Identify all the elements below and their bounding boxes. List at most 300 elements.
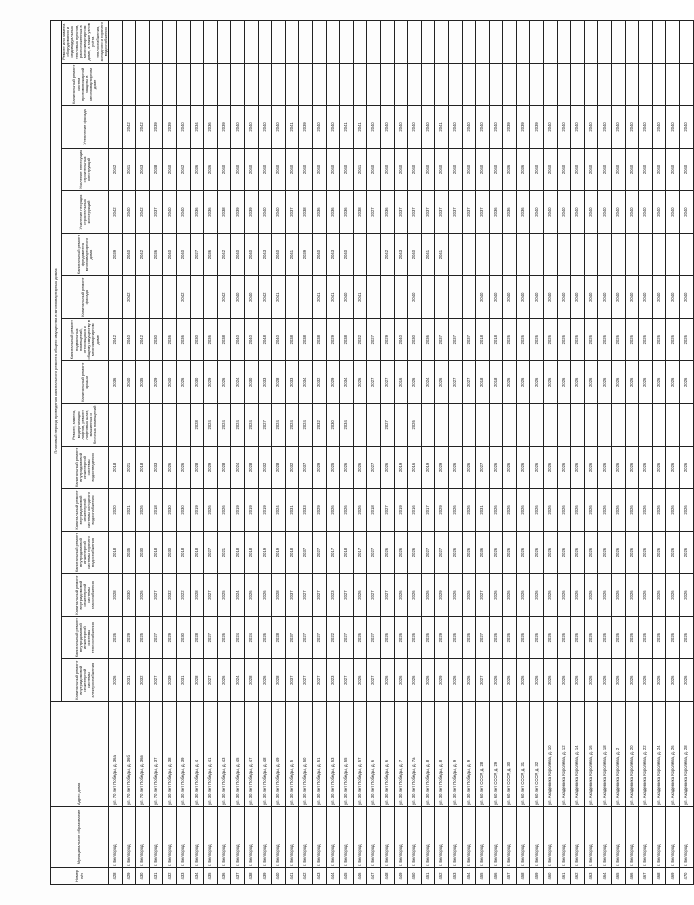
- cell-year: 2018: [136, 446, 150, 489]
- cell-year: [367, 21, 381, 64]
- cell-year: 2040: [380, 148, 394, 191]
- cell-year: 2028: [245, 659, 259, 702]
- table-row: [190, 21, 204, 885]
- cell-year: 2027: [380, 489, 394, 532]
- cell-year: 2019: [231, 489, 245, 532]
- cell-year: 2040: [571, 276, 585, 319]
- cell-year: 2040: [177, 233, 191, 276]
- cell-year: [299, 63, 313, 106]
- cell-year: [109, 404, 123, 447]
- cell-year: [652, 233, 666, 276]
- cell-year: 2026: [503, 574, 517, 617]
- cell-year: 2040: [666, 191, 680, 234]
- cell-address: ул. 60 лет СССР, д. 31: [516, 702, 530, 807]
- cell-year: 2036: [340, 191, 354, 234]
- table-row: [584, 21, 598, 885]
- cell-year: 2026: [639, 659, 653, 702]
- cell-year: 2024: [272, 489, 286, 532]
- cell-year: [394, 63, 408, 106]
- cell-year: 2026: [530, 489, 544, 532]
- cell-year: 2026: [530, 531, 544, 574]
- table-row: [571, 21, 585, 885]
- cell-year: 2040: [258, 191, 272, 234]
- cell-year: 2026: [258, 616, 272, 659]
- table-row: [299, 21, 313, 885]
- cell-year: [652, 404, 666, 447]
- cell-year: 2040: [231, 233, 245, 276]
- cell-year: [421, 21, 435, 64]
- cell-year: 2018: [245, 531, 259, 574]
- cell-number: 429: [122, 868, 136, 885]
- cell-number: 441: [285, 868, 299, 885]
- cell-address: ул. 30 лет Победы, д. 38: [163, 702, 177, 807]
- cell-number: 439: [258, 868, 272, 885]
- cell-year: 2040: [557, 106, 571, 149]
- cell-year: [680, 404, 694, 447]
- cell-year: [136, 63, 150, 106]
- cell-year: 2040: [571, 148, 585, 191]
- cell-number: 443: [312, 868, 326, 885]
- cell-year: 2034: [190, 106, 204, 149]
- cell-year: 2026: [625, 616, 639, 659]
- cell-number: 445: [340, 868, 354, 885]
- cell-year: 2026: [639, 446, 653, 489]
- cell-year: [625, 63, 639, 106]
- cell-year: 2026: [448, 531, 462, 574]
- cell-year: [557, 233, 571, 276]
- cell-year: 2040: [571, 106, 585, 149]
- cell-year: 2037: [462, 318, 476, 361]
- cell-year: 2040: [245, 148, 259, 191]
- cell-address: ул. 30 лет Победы, д. 5: [285, 702, 299, 807]
- cell-year: 2026: [204, 489, 218, 532]
- cell-year: [149, 276, 163, 319]
- cell-year: 2026: [598, 489, 612, 532]
- header-work-type: Капитальный ремонт внутридомовой инженерной системы водоотведения: [62, 446, 109, 489]
- cell-year: 2033: [285, 361, 299, 404]
- cell-year: 2029: [435, 574, 449, 617]
- cell-year: [299, 21, 313, 64]
- table-row: [245, 21, 259, 885]
- cell-municipality: г. Белгород: [639, 807, 653, 868]
- cell-year: [516, 233, 530, 276]
- cell-address: ул. Академика Королёва, д. 26: [666, 702, 680, 807]
- cell-year: 2040: [666, 148, 680, 191]
- cell-number: 465: [612, 868, 626, 885]
- header-work-type: Ремонт или замена оборудования и индивидуальных тепловых пунктов, расположенных в многоквартирном доме, а также узлов учёта теплоснабжения, холодного и горячего водоснабжения: [61, 22, 108, 62]
- cell-year: [204, 63, 218, 106]
- cell-year: 2031: [177, 659, 191, 702]
- table-row: [408, 21, 422, 885]
- table-row: [652, 21, 666, 885]
- cell-year: 2040: [557, 191, 571, 234]
- cell-municipality: г. Белгород: [231, 807, 245, 868]
- cell-number: 440: [272, 868, 286, 885]
- capital-repair-plan-table: [50, 20, 694, 885]
- cell-year: 2036: [204, 233, 218, 276]
- cell-year: [258, 21, 272, 64]
- cell-year: 2027: [380, 361, 394, 404]
- cell-year: 2026: [353, 616, 367, 659]
- cell-year: 2043: [136, 148, 150, 191]
- cell-year: [544, 63, 558, 106]
- cell-year: [285, 63, 299, 106]
- cell-year: 2027: [367, 191, 381, 234]
- cell-year: 2026: [571, 318, 585, 361]
- cell-year: 2027: [380, 574, 394, 617]
- cell-year: 2029: [435, 659, 449, 702]
- cell-year: 2040: [612, 191, 626, 234]
- cell-year: 2026: [462, 489, 476, 532]
- cell-municipality: г. Белгород: [245, 807, 259, 868]
- cell-year: [163, 21, 177, 64]
- cell-year: 2026: [516, 318, 530, 361]
- cell-year: [245, 21, 259, 64]
- cell-municipality: г. Белгород: [557, 807, 571, 868]
- cell-year: 2036: [204, 318, 218, 361]
- cell-year: 2040: [448, 106, 462, 149]
- cell-year: 2039: [163, 659, 177, 702]
- cell-year: 2036: [190, 148, 204, 191]
- cell-year: 2036: [204, 106, 218, 149]
- cell-year: 2026: [680, 659, 694, 702]
- cell-year: 2041: [353, 276, 367, 319]
- cell-year: 2040: [312, 148, 326, 191]
- cell-year: 2041: [122, 148, 136, 191]
- cell-year: 2029: [435, 446, 449, 489]
- cell-year: 2029: [435, 616, 449, 659]
- cell-year: 2040: [217, 148, 231, 191]
- cell-year: [639, 63, 653, 106]
- cell-year: 2024: [231, 361, 245, 404]
- cell-year: 2026: [612, 616, 626, 659]
- cell-number: 449: [394, 868, 408, 885]
- cell-year: 2040: [421, 148, 435, 191]
- cell-year: 2026: [612, 361, 626, 404]
- header-work-type: Усиление несущих строительных конструкций: [62, 191, 109, 234]
- cell-year: 2026: [394, 616, 408, 659]
- cell-year: 2042: [258, 276, 272, 319]
- cell-year: [448, 276, 462, 319]
- cell-year: [204, 21, 218, 64]
- cell-year: 2026: [557, 489, 571, 532]
- cell-year: 2026: [625, 659, 639, 702]
- cell-year: 2040: [394, 318, 408, 361]
- table-row: [476, 21, 490, 885]
- cell-year: 2040: [530, 276, 544, 319]
- cell-year: 2026: [408, 574, 422, 617]
- cell-year: 2027: [367, 446, 381, 489]
- cell-year: [557, 404, 571, 447]
- cell-year: 2026: [109, 616, 123, 659]
- cell-year: [462, 233, 476, 276]
- cell-year: 2036: [109, 361, 123, 404]
- cell-address: ул. 30 лет Победы, д. 7а: [408, 702, 422, 807]
- cell-year: [136, 21, 150, 64]
- cell-municipality: г. Белгород: [516, 807, 530, 868]
- cell-year: 2040: [462, 106, 476, 149]
- cell-year: 2026: [530, 574, 544, 617]
- cell-year: 2018: [149, 531, 163, 574]
- cell-number: 444: [326, 868, 340, 885]
- cell-year: 2030: [326, 404, 340, 447]
- cell-year: 2040: [122, 318, 136, 361]
- cell-address: ул. Академика Королёва, д. 16: [584, 702, 598, 807]
- cell-year: 2042: [136, 191, 150, 234]
- cell-year: [394, 21, 408, 64]
- table-row: [380, 21, 394, 885]
- cell-year: 2026: [652, 361, 666, 404]
- cell-year: 2036: [380, 191, 394, 234]
- cell-year: 2036: [149, 233, 163, 276]
- table-row: [680, 21, 694, 885]
- cell-year: 2024: [231, 574, 245, 617]
- cell-number: 437: [231, 868, 245, 885]
- cell-year: 2019: [258, 489, 272, 532]
- cell-year: 2043: [258, 233, 272, 276]
- cell-year: 2022: [177, 574, 191, 617]
- cell-year: 2040: [245, 233, 259, 276]
- cell-address: ул. 30 лет Победы, д. 45: [231, 702, 245, 807]
- table-row: [204, 21, 218, 885]
- header-number: Номер п/п: [51, 868, 109, 885]
- cell-year: 2041: [421, 233, 435, 276]
- cell-year: 2026: [680, 446, 694, 489]
- cell-year: [612, 233, 626, 276]
- cell-year: 2040: [489, 276, 503, 319]
- cell-year: 2026: [544, 361, 558, 404]
- cell-year: 2027: [448, 361, 462, 404]
- cell-year: 2040: [680, 106, 694, 149]
- cell-year: [231, 63, 245, 106]
- cell-year: 2026: [666, 574, 680, 617]
- cell-year: 2026: [503, 446, 517, 489]
- table-header: [51, 21, 109, 885]
- cell-year: [612, 404, 626, 447]
- cell-year: 2026: [353, 574, 367, 617]
- cell-year: 2026: [516, 489, 530, 532]
- cell-year: [204, 276, 218, 319]
- cell-number: 442: [299, 868, 313, 885]
- cell-year: 2026: [516, 574, 530, 617]
- table-row: [217, 21, 231, 885]
- cell-number: 450: [408, 868, 422, 885]
- cell-year: 2040: [666, 276, 680, 319]
- cell-year: 2021: [122, 489, 136, 532]
- cell-year: 2026: [584, 531, 598, 574]
- cell-year: [530, 404, 544, 447]
- cell-year: [652, 63, 666, 106]
- cell-year: [571, 63, 585, 106]
- cell-year: 2019: [245, 489, 259, 532]
- cell-year: [612, 63, 626, 106]
- cell-year: 2040: [340, 276, 354, 319]
- cell-year: [109, 63, 123, 106]
- cell-address: ул. Академика Королёва, д. 12: [557, 702, 571, 807]
- cell-year: [571, 404, 585, 447]
- cell-year: 2027: [312, 659, 326, 702]
- cell-year: 2026: [557, 361, 571, 404]
- cell-year: [544, 233, 558, 276]
- cell-year: 2026: [462, 659, 476, 702]
- cell-year: 2040: [652, 148, 666, 191]
- cell-year: [598, 233, 612, 276]
- cell-municipality: г. Белгород: [394, 807, 408, 868]
- cell-year: 2026: [394, 659, 408, 702]
- cell-year: [340, 63, 354, 106]
- cell-year: 2030: [190, 361, 204, 404]
- cell-year: 2026: [625, 531, 639, 574]
- cell-year: 2041: [285, 233, 299, 276]
- cell-year: [163, 63, 177, 106]
- cell-year: [109, 106, 123, 149]
- cell-year: 2018: [367, 489, 381, 532]
- table-body: [109, 21, 694, 885]
- cell-year: 2036: [312, 191, 326, 234]
- cell-address: ул. 70 лет Победы, д. 36б: [122, 702, 136, 807]
- cell-year: 2037: [476, 191, 490, 234]
- cell-year: [666, 404, 680, 447]
- cell-year: 2037: [435, 191, 449, 234]
- cell-address: ул. 70 лет Победы, д. 37: [149, 702, 163, 807]
- cell-year: 2025: [136, 616, 150, 659]
- cell-year: 2042: [136, 233, 150, 276]
- cell-year: 2036: [516, 191, 530, 234]
- cell-year: 2037: [299, 531, 313, 574]
- cell-year: 2027: [367, 616, 381, 659]
- cell-year: [367, 63, 381, 106]
- header-municipality: Муниципальное образование: [51, 807, 109, 868]
- cell-year: 2018: [340, 531, 354, 574]
- cell-municipality: г. Белгород: [598, 807, 612, 868]
- cell-year: 2026: [177, 446, 191, 489]
- cell-address: ул. 30 лет Победы, д. 43: [217, 702, 231, 807]
- cell-year: [245, 63, 259, 106]
- cell-year: 2033: [258, 361, 272, 404]
- header-address: Адрес дома: [51, 702, 109, 807]
- cell-year: 2030: [177, 489, 191, 532]
- cell-year: 2035: [136, 361, 150, 404]
- cell-year: 2039: [530, 106, 544, 149]
- cell-year: 2026: [435, 361, 449, 404]
- cell-year: 2026: [516, 616, 530, 659]
- table-row: [109, 21, 123, 885]
- cell-year: 2041: [312, 276, 326, 319]
- cell-year: 2027: [299, 574, 313, 617]
- cell-year: 2040: [598, 191, 612, 234]
- cell-year: 2026: [448, 446, 462, 489]
- cell-year: 2028: [245, 446, 259, 489]
- cell-year: 2024: [421, 361, 435, 404]
- cell-year: 2040: [571, 191, 585, 234]
- cell-year: 2029: [204, 361, 218, 404]
- cell-year: 2026: [557, 574, 571, 617]
- cell-year: 2029: [312, 489, 326, 532]
- cell-year: [421, 404, 435, 447]
- cell-year: 2026: [544, 616, 558, 659]
- table-row: [272, 21, 286, 885]
- cell-year: 2036: [177, 318, 191, 361]
- cell-year: 2037: [299, 446, 313, 489]
- cell-year: 2042: [177, 276, 191, 319]
- cell-year: [489, 21, 503, 64]
- cell-year: 2026: [448, 616, 462, 659]
- cell-number: 438: [245, 868, 259, 885]
- cell-year: 2027: [340, 616, 354, 659]
- cell-year: [680, 63, 694, 106]
- cell-year: 2026: [639, 318, 653, 361]
- cell-year: 2026: [612, 659, 626, 702]
- cell-year: 2026: [530, 616, 544, 659]
- cell-year: 2028: [190, 616, 204, 659]
- cell-number: 430: [136, 868, 150, 885]
- cell-year: 2016: [408, 489, 422, 532]
- cell-number: 463: [584, 868, 598, 885]
- cell-year: 2019: [421, 446, 435, 489]
- cell-year: [666, 21, 680, 64]
- cell-year: 2038: [340, 318, 354, 361]
- cell-year: 2023: [326, 659, 340, 702]
- cell-address: ул. 30 лет Победы, д. 47: [245, 702, 259, 807]
- cell-year: [326, 21, 340, 64]
- cell-year: 2036: [503, 148, 517, 191]
- cell-year: 2029: [380, 318, 394, 361]
- cell-year: 2026: [503, 531, 517, 574]
- cell-year: 2026: [544, 446, 558, 489]
- table-row: [557, 21, 571, 885]
- cell-year: 2018: [476, 361, 490, 404]
- cell-municipality: г. Белгород: [163, 807, 177, 868]
- cell-year: 2040: [177, 191, 191, 234]
- cell-year: [353, 404, 367, 447]
- cell-year: 2040: [340, 233, 354, 276]
- cell-year: 2036: [503, 191, 517, 234]
- cell-year: 2027: [380, 404, 394, 447]
- cell-year: 2026: [557, 446, 571, 489]
- cell-year: [326, 63, 340, 106]
- cell-year: [177, 63, 191, 106]
- cell-year: [340, 21, 354, 64]
- cell-year: 2026: [680, 361, 694, 404]
- cell-year: 2040: [122, 361, 136, 404]
- cell-year: [462, 63, 476, 106]
- cell-year: 2026: [652, 574, 666, 617]
- cell-year: 2026: [584, 446, 598, 489]
- cell-year: 2026: [421, 659, 435, 702]
- cell-year: 2026: [462, 446, 476, 489]
- cell-year: 2037: [394, 191, 408, 234]
- cell-year: [299, 276, 313, 319]
- cell-year: 2040: [380, 106, 394, 149]
- cell-year: [489, 233, 503, 276]
- cell-year: 2040: [326, 106, 340, 149]
- cell-year: [571, 233, 585, 276]
- cell-year: 2026: [612, 318, 626, 361]
- cell-year: 2024: [231, 616, 245, 659]
- cell-year: 2042: [136, 106, 150, 149]
- cell-address: ул. Академика Королёва, д. 18: [598, 702, 612, 807]
- cell-year: 2027: [312, 531, 326, 574]
- cell-year: 2026: [598, 531, 612, 574]
- cell-year: [394, 276, 408, 319]
- cell-year: 2026: [503, 659, 517, 702]
- cell-year: 2018: [109, 446, 123, 489]
- cell-year: 2018: [476, 318, 490, 361]
- cell-year: 2026: [503, 489, 517, 532]
- cell-municipality: г. Белгород: [625, 807, 639, 868]
- header-work-type: Капитальный ремонт фундамента многоквартирного дома: [62, 233, 109, 276]
- cell-year: 2027: [149, 574, 163, 617]
